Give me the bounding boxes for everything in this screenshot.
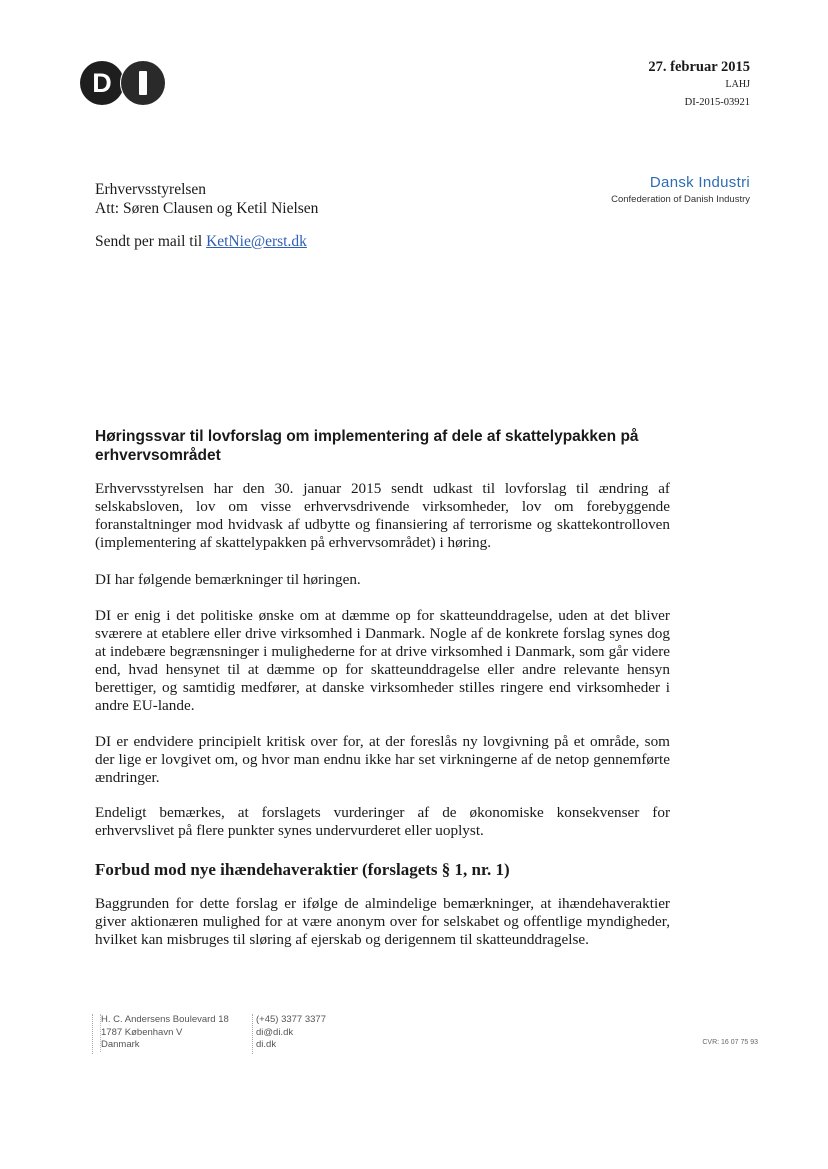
section-heading: Forbud mod nye ihændehaveraktier (forslagets § 1, nr. 1) — [95, 860, 510, 879]
brand-name: Dansk Industri — [649, 174, 750, 191]
footer-contact — [256, 1014, 326, 1052]
paragraph: DI har følgende bemærkninger til høringen. — [95, 571, 361, 588]
footer-phone: (+45) 3377 3377 — [256, 1014, 326, 1025]
footer-divider — [92, 1014, 93, 1054]
logo-letter-i — [121, 61, 165, 105]
reference-number: DI-2015-03921 — [684, 97, 750, 108]
logo-letter-d: D — [80, 61, 124, 105]
document-title: Høringssvar til lovforslag om implementering af dele af skattelypakken på erhvervsområdet — [95, 428, 639, 464]
di-logo — [80, 61, 166, 105]
paragraph: Erhvervsstyrelsen har den 30. januar 2015 sendt udkast til lovforslag til ændring af selskabsloven, lov om visse erhvervsdrivende virksomheder, lov om forebyggende foranstaltninger mod hvidvask af udbytte og finansiering af terrorisme og skattekontrolloven (implementering af skattelypakken på erhvervsområdet) i høring. — [95, 480, 670, 551]
sent-line — [95, 233, 307, 251]
brand-block — [611, 174, 750, 205]
author-initials: LAHJ — [725, 79, 750, 90]
footer-address-line: Danmark — [101, 1039, 140, 1050]
paragraph: Baggrunden for dette forslag er ifølge de almindelige bemærkninger, at ihændehaveraktier giver aktionæren mulighed for at være anonym over for selskabet og offentlige myndigheder, hvilket kan misbruges til sløring af ejerskab og derigennem til skatteunddragelse. — [95, 895, 670, 948]
footer-email[interactable]: di@di.dk — [256, 1026, 294, 1038]
footer-address-line: H. C. Andersens Boulevard 18 — [101, 1014, 229, 1025]
recipient-organization: Erhvervsstyrelsen — [95, 181, 207, 198]
recipient-block — [95, 180, 318, 218]
footer-website[interactable]: di.dk — [256, 1039, 277, 1050]
footer-cvr: CVR: 16 07 75 93 — [702, 1039, 758, 1046]
brand-subtitle: Confederation of Danish Industry — [611, 194, 750, 205]
footer-divider — [252, 1014, 253, 1054]
paragraph: DI er enig i det politiske ønske om at dæmme op for skatteunddragelse, uden at det bliver sværere at etablere eller drive virksomhed i Danmark. Nogle af de konkrete forslag synes dog at indebære begrænsninger i mulighederne for at drive virksomhed i Danmark, som går videre end, hvad hensynet til at dæmme op for skatteunddragelse eller andre relevante hensyn berettiger, og samtidig medfører, at danske virksomheder stilles ringere end virksomheder i andre EU-lande. — [95, 607, 670, 714]
sent-prefix: Sendt per mail til — [95, 233, 207, 250]
paragraph: DI er endvidere principielt kritisk over for, at der foreslås ny lovgivning på et område, som der lige er lovgivet om, og hvor man endnu ikke har set virkningerne af de netop gennemførte ændringer. — [95, 733, 670, 786]
letter-date: 27. februar 2015 — [648, 59, 750, 75]
logo-i-bar-icon — [139, 71, 147, 95]
footer-address — [100, 1014, 229, 1052]
recipient-email-link[interactable]: KetNie@erst.dk — [206, 233, 307, 250]
footer-address-line: 1787 København V — [101, 1026, 183, 1038]
paragraph: Endeligt bemærkes, at forslagets vurderinger af de økonomiske konsekvenser for erhvervslivet på flere punkter synes undervurderet eller uoplyst. — [95, 804, 670, 839]
recipient-attention: Att: Søren Clausen og Ketil Nielsen — [95, 200, 319, 217]
